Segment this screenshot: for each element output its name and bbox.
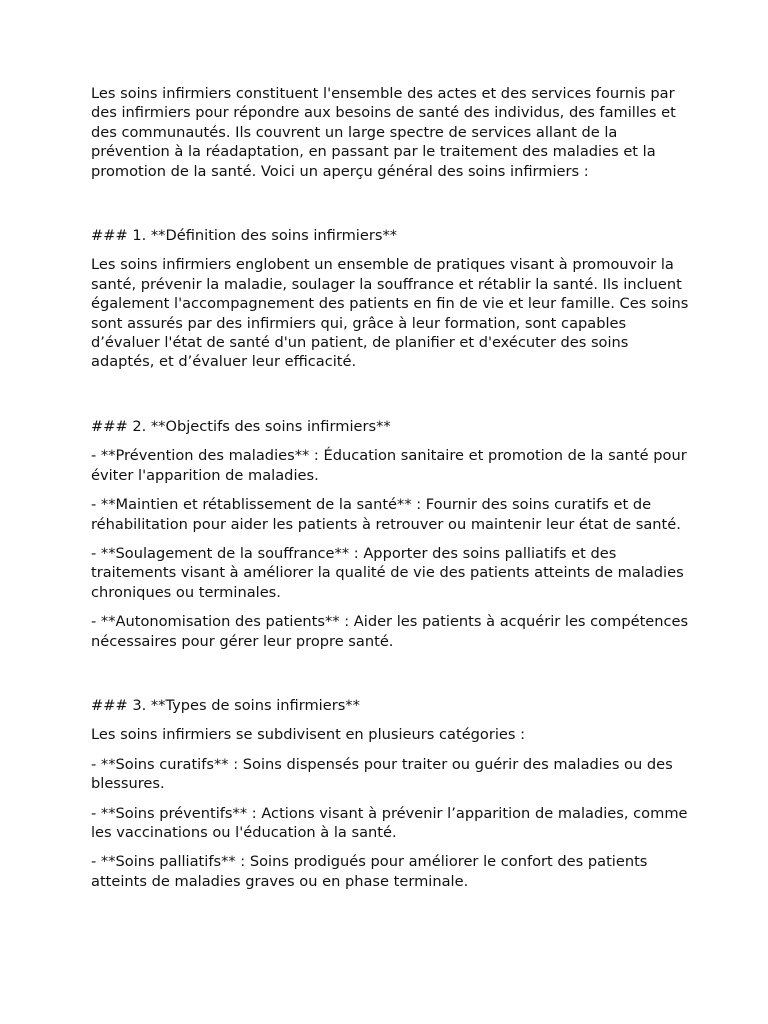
section-2-item-soulagement: - **Soulagement de la souffrance** : Apporter des soins palliatifs et des traitements visant à améliorer la qualité de vie des patients atteints de maladies chroniques ou terminales. bbox=[91, 544, 684, 601]
section-3-item-curatifs: - **Soins curatifs** : Soins dispensés pour traiter ou guérir des maladies ou des blessures. bbox=[91, 755, 673, 793]
section-3-lead: Les soins infirmiers se subdivisent en plusieurs catégories : bbox=[91, 726, 526, 744]
section-1-heading: ### 1. **Définition des soins infirmiers** bbox=[91, 227, 398, 245]
section-2-item-prevention: - **Prévention des maladies** : Éducation sanitaire et promotion de la santé pour éviter l'apparition de maladies. bbox=[91, 447, 687, 484]
intro-paragraph: Les soins infirmiers constituent l'ensemble des actes et des services fournis par des infirmiers pour répondre aux besoins de santé des individus, des familles et des communautés. Ils couvrent un large spectre de services allant de la prévention à la réadaptation, en passant par le traitement des maladies et la promotion de la santé. Voici un aperçu général des soins infirmiers : bbox=[91, 85, 676, 180]
document-page bbox=[91, 84, 691, 901]
section-2-heading: ### 2. **Objectifs des soins infirmiers** bbox=[91, 417, 391, 435]
section-2-item-autonomisation: - **Autonomisation des patients** : Aider les patients à acquérir les compétences nécessaires pour gérer leur propre santé. bbox=[91, 613, 689, 650]
section-3-item-preventifs: - **Soins préventifs** : Actions visant à prévenir l’apparition de maladies, comme les vaccinations ou l'éducation à la santé. bbox=[91, 804, 688, 841]
section-2-item-maintien: - **Maintien et rétablissement de la santé** : Fournir des soins curatifs et de réhabilitation pour aider les patients à retrouver ou maintenir leur état de santé. bbox=[91, 496, 681, 533]
section-3-heading: ### 3. **Types de soins infirmiers** bbox=[91, 696, 360, 714]
section-3-item-palliatifs: - **Soins palliatifs** : Soins prodigués pour améliorer le confort des patients atteints de maladies graves ou en phase terminale. bbox=[91, 853, 648, 890]
section-1-body: Les soins infirmiers englobent un ensemble de pratiques visant à promouvoir la santé, prévenir la maladie, soulager la souffrance et rétablir la santé. Ils incluent également l'accompagnement des patients en fin de vie et leur famille. Ces soins sont assurés par des infirmiers qui, grâce à leur formation, sont capables d’évaluer l'état de santé d'un patient, de planifier et d'exécuter des soins adaptés, et d’évaluer leur efficacité. bbox=[91, 256, 689, 371]
